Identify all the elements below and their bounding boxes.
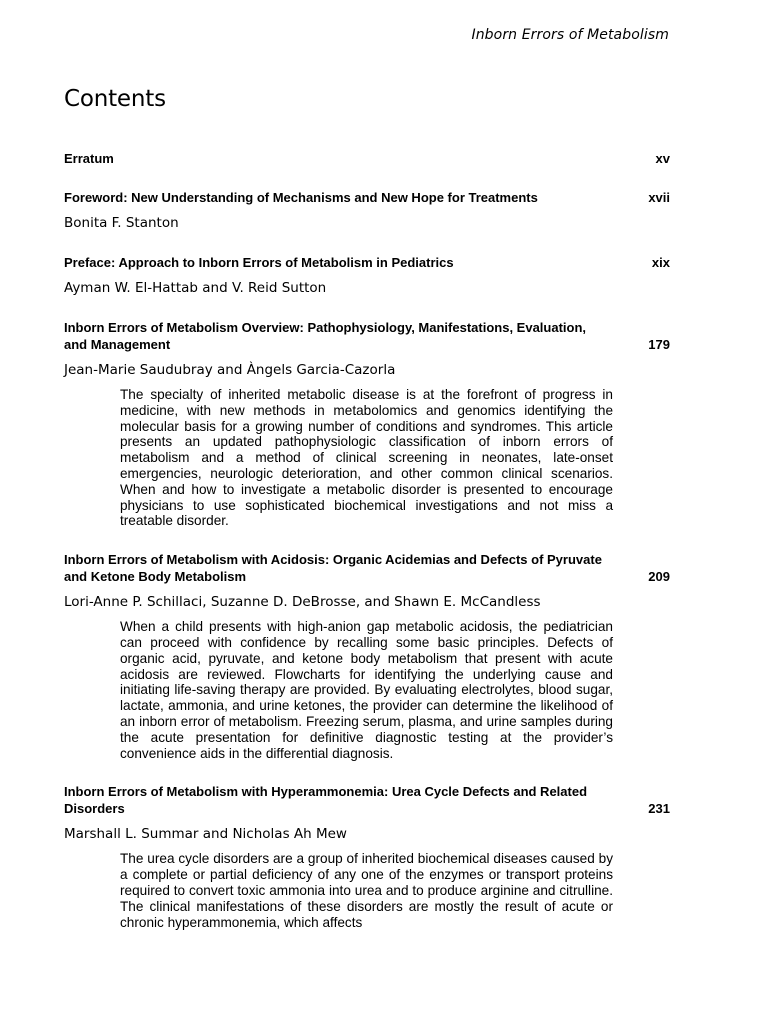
entry-heading bbox=[64, 150, 670, 167]
entry-heading bbox=[64, 783, 670, 817]
entry-title[interactable]: Inborn Errors of Metabolism Overview: Pathophysiology, Manifestations, Evaluation, and Management bbox=[64, 320, 587, 352]
entry-heading bbox=[64, 319, 670, 353]
entry-title[interactable]: Foreword: New Understanding of Mechanisms and New Hope for Treatments bbox=[64, 190, 538, 205]
toc-entry-preface[interactable] bbox=[64, 254, 670, 297]
entry-heading bbox=[64, 189, 670, 206]
toc-entry-hyperammonemia[interactable] bbox=[64, 783, 670, 930]
entry-page-number[interactable]: xv bbox=[655, 151, 670, 166]
entry-authors: Marshall L. Summar and Nicholas Ah Mew bbox=[64, 826, 347, 843]
toc-entry-foreword[interactable] bbox=[64, 189, 670, 232]
entry-page-number[interactable]: xvii bbox=[648, 190, 670, 205]
toc-entry-erratum[interactable] bbox=[64, 150, 670, 167]
entry-title[interactable]: Erratum bbox=[64, 151, 114, 166]
toc-entry-acidosis[interactable] bbox=[64, 551, 670, 761]
entry-authors: Bonita F. Stanton bbox=[64, 215, 179, 231]
entry-authors: Lori-Anne P. Schillaci, Suzanne D. DeBrosse, and Shawn E. McCandless bbox=[64, 594, 541, 611]
entry-authors: Ayman W. El-Hattab and V. Reid Sutton bbox=[64, 280, 327, 296]
entry-authors: Jean-Marie Saudubray and Àngels Garcia-Cazorla bbox=[64, 362, 396, 378]
entry-heading bbox=[64, 551, 670, 585]
entry-page-number[interactable]: 179 bbox=[648, 337, 670, 352]
entry-page-number[interactable]: xix bbox=[651, 255, 670, 270]
entry-abstract: When a child presents with high-anion gap metabolic acidosis, the pediatrician can proceed with confidence by recalling some basic principles. Defects of organic acid, pyruvate, and ketone body metabolism that present with acute acidosis are reviewed. Flowcharts for identifying the underlying cause and initiating life-saving therapy are provided. By evaluating electrolytes, blood sugar, lactate, ammonia, and urine ketones, the provider can determine the likelihood of an inborn error of metabolism. Freezing serum, plasma, and urine samples during the acute presentation for definitive diagnostic testing at the provider’s convenience aids in the differential diagnosis. bbox=[120, 619, 613, 761]
toc-entry-overview[interactable] bbox=[64, 319, 670, 529]
entry-title[interactable]: Preface: Approach to Inborn Errors of Metabolism in Pediatrics bbox=[64, 255, 454, 270]
running-head: Inborn Errors of Metabolism bbox=[471, 27, 669, 43]
entry-abstract: The urea cycle disorders are a group of inherited biochemical diseases caused by a complete or partial deficiency of any one of the enzymes or transport proteins required to convert toxic ammonia into urea and to produce arginine and citrulline. The clinical manifestations of these disorders are mostly the result of acute or chronic hyperammonemia, which affects bbox=[120, 851, 613, 930]
entry-page-number[interactable]: 209 bbox=[648, 569, 670, 585]
table-of-contents bbox=[64, 150, 670, 952]
entry-abstract: The specialty of inherited metabolic disease is at the forefront of progress in medicine, with new methods in metabolomics and genomics identifying the molecular basis for a growing number of conditions and syndromes. This article presents an updated pathophysiologic classification of inborn errors of metabolism and a method of clinical screening in neonates, late-onset emergencies, neurologic deterioration, and other common clinical scenarios. When and how to investigate a metabolic disorder is presented to encourage physicians to use sophisticated biochemical investigations and not miss a treatable disorder. bbox=[120, 387, 613, 529]
entry-heading bbox=[64, 254, 670, 271]
entry-page-number[interactable]: 231 bbox=[648, 801, 670, 817]
entry-title[interactable]: Inborn Errors of Metabolism with Hyperammonemia: Urea Cycle Defects and Related Disorders bbox=[64, 784, 588, 817]
entry-title[interactable]: Inborn Errors of Metabolism with Acidosis: Organic Acidemias and Defects of Pyruvate and Ketone Body Metabolism bbox=[64, 552, 602, 585]
page-title: Contents bbox=[64, 86, 166, 112]
